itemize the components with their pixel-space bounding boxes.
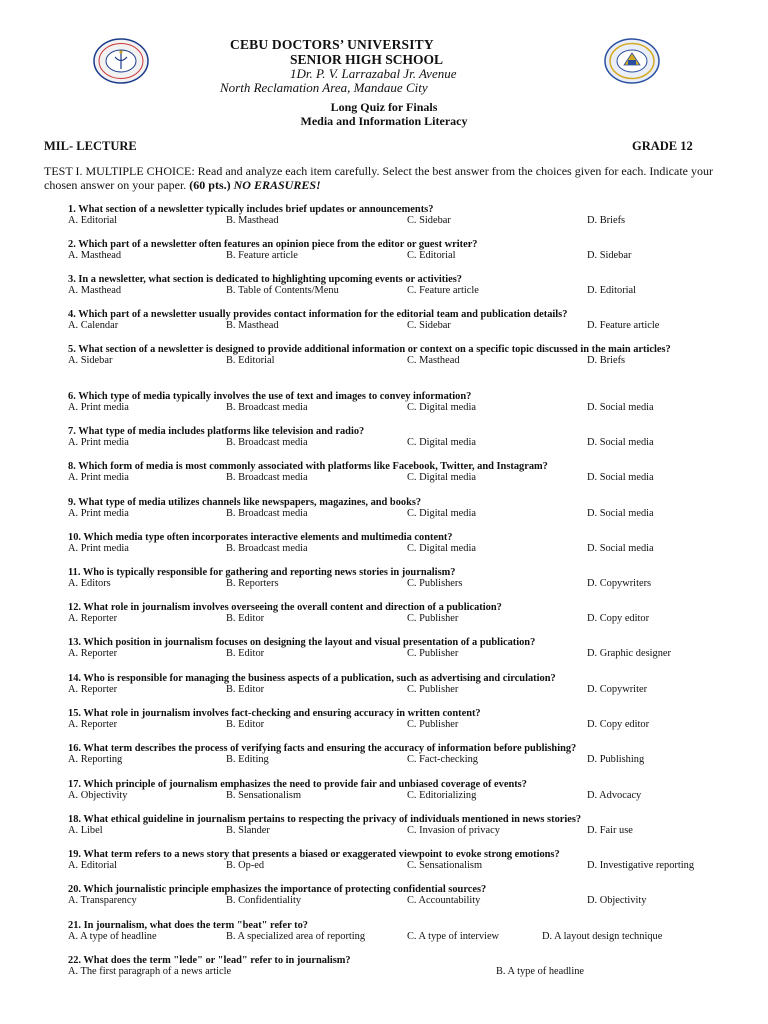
answer-choices xyxy=(68,215,728,227)
instructions-text: TEST I. MULTIPLE CHOICE: Read and analyze each item carefully. Select the best answer from the choices given for each. Indicate your chosen answer on your paper. xyxy=(44,164,713,192)
choice-b: B. Confidentiality xyxy=(226,895,302,906)
answer-choices xyxy=(68,648,728,660)
answer-choices xyxy=(68,472,728,484)
subject-label: MIL- LECTURE xyxy=(44,139,137,153)
question-stem: 11. Who is typically responsible for gathering and reporting news stories in journalism? xyxy=(68,567,456,578)
choice-b: B. Feature article xyxy=(226,250,298,261)
question-stem: 2. Which part of a newsletter often features an opinion piece from the editor or guest writer? xyxy=(68,239,478,250)
choice-a: A. Editorial xyxy=(68,215,118,226)
choice-c: C. Sidebar xyxy=(407,320,451,331)
choice-b: B. Editor xyxy=(226,648,265,659)
question-stem: 9. What type of media utilizes channels like newspapers, magazines, and books? xyxy=(68,497,422,508)
choice-d: D. Graphic designer xyxy=(587,648,671,659)
question-item xyxy=(68,814,728,837)
choice-d: D. A layout design technique xyxy=(542,931,663,942)
choice-b: B. Masthead xyxy=(226,320,279,331)
answer-choices xyxy=(68,895,728,907)
answer-choices xyxy=(68,437,728,449)
address-line-1: 1Dr. P. V. Larrazabal Jr. Avenue xyxy=(290,66,457,81)
choice-b: B. Editor xyxy=(226,684,265,695)
question-item xyxy=(68,461,728,484)
choice-a: A. Sidebar xyxy=(68,355,113,366)
question-item xyxy=(68,920,728,943)
choice-b: B. Table of Contents/Menu xyxy=(226,285,339,296)
choice-a: A. Print media xyxy=(68,402,129,413)
question-stem: 21. In journalism, what does the term "beat" refer to? xyxy=(68,920,309,931)
choice-d: D. Publishing xyxy=(587,754,645,765)
question-item xyxy=(68,309,728,332)
choice-a: A. Editors xyxy=(68,578,111,589)
choice-d: D. Sidebar xyxy=(587,250,632,261)
question-item xyxy=(68,426,728,449)
choice-a: A. Reporter xyxy=(68,648,118,659)
choice-b: B. Slander xyxy=(226,825,270,836)
question-item xyxy=(68,743,728,766)
answer-choices xyxy=(68,508,728,520)
answer-choices xyxy=(68,825,728,837)
choice-b: B. Broadcast media xyxy=(226,472,308,483)
choice-a: A. The first paragraph of a news article xyxy=(68,966,232,977)
choice-b: B. Broadcast media xyxy=(226,508,308,519)
question-item xyxy=(68,849,728,872)
senior-high-school-seal-logo xyxy=(604,38,660,84)
choice-c: C. Sidebar xyxy=(407,215,451,226)
answer-choices xyxy=(68,355,728,367)
question-stem: 8. Which form of media is most commonly associated with platforms like Facebook, Twitter, and Instagram? xyxy=(68,461,548,472)
choice-d: D. Objectivity xyxy=(587,895,647,906)
question-item xyxy=(68,779,728,802)
choice-b: B. Sensationalism xyxy=(226,790,302,801)
choice-d: D. Feature article xyxy=(587,320,660,331)
choice-a: A. Reporter xyxy=(68,719,118,730)
choice-c: C. A type of interview xyxy=(407,931,500,942)
choice-a: A. Editorial xyxy=(68,860,118,871)
choice-a: A. Transparency xyxy=(68,895,137,906)
question-item xyxy=(68,955,728,978)
choice-a: A. Calendar xyxy=(68,320,119,331)
answer-choices xyxy=(68,613,728,625)
points-label: (60 pts.) xyxy=(189,178,231,192)
grade-label: GRADE 12 xyxy=(632,139,693,153)
answer-choices xyxy=(68,931,728,943)
question-item xyxy=(68,673,728,696)
question-item xyxy=(68,567,728,590)
question-stem: 3. In a newsletter, what section is dedicated to highlighting upcoming events or activities? xyxy=(68,274,462,285)
answer-choices xyxy=(68,285,728,297)
answer-choices xyxy=(68,250,728,262)
choice-b: B. Masthead xyxy=(226,215,279,226)
question-item xyxy=(68,204,728,227)
choice-a: A. Print media xyxy=(68,508,129,519)
choice-c: C. Digital media xyxy=(407,472,476,483)
choice-b: B. A specialized area of reporting xyxy=(226,931,366,942)
choice-c: C. Fact-checking xyxy=(407,754,478,765)
question-stem: 5. What section of a newsletter is designed to provide additional information or context on a specific topic discussed in the main articles? xyxy=(68,344,671,355)
choice-d: D. Fair use xyxy=(587,825,633,836)
choice-d: D. Briefs xyxy=(587,215,626,226)
choice-c: C. Publisher xyxy=(407,648,459,659)
question-stem: 7. What type of media includes platforms like television and radio? xyxy=(68,426,365,437)
choice-c: C. Editorializing xyxy=(407,790,477,801)
question-stem: 13. Which position in journalism focuses on designing the layout and visual presentation of a publication? xyxy=(68,637,536,648)
question-stem: 1. What section of a newsletter typically includes brief updates or announcements? xyxy=(68,204,434,215)
choice-c: C. Invasion of privacy xyxy=(407,825,500,836)
choice-a: A. Masthead xyxy=(68,250,122,261)
choice-c: C. Publishers xyxy=(407,578,463,589)
choice-b: B. Editing xyxy=(226,754,269,765)
department-name: SENIOR HIGH SCHOOL xyxy=(290,52,444,67)
choice-d: D. Advocacy xyxy=(587,790,642,801)
answer-choices xyxy=(68,578,728,590)
choice-d: D. Investigative reporting xyxy=(587,860,695,871)
question-item xyxy=(68,391,728,414)
question-stem: 19. What term refers to a news story that presents a biased or exaggerated viewpoint to evoke strong emotions? xyxy=(68,849,560,860)
choice-b: B. Editor xyxy=(226,613,265,624)
choice-c: C. Digital media xyxy=(407,543,476,554)
choice-a: A. Print media xyxy=(68,543,129,554)
choice-d: D. Social media xyxy=(587,543,654,554)
choice-d: D. Editorial xyxy=(587,285,637,296)
choice-b: B. Editor xyxy=(226,719,265,730)
choice-c: C. Publisher xyxy=(407,684,459,695)
choice-d: D. Copy editor xyxy=(587,719,650,730)
choice-b: B. A type of headline xyxy=(496,966,585,977)
test-instructions xyxy=(44,164,724,192)
question-stem: 6. Which type of media typically involves the use of text and images to convey information? xyxy=(68,391,472,402)
choice-a: A. Reporting xyxy=(68,754,123,765)
answer-choices xyxy=(68,402,728,414)
question-item xyxy=(68,708,728,731)
question-item xyxy=(68,344,728,367)
answer-choices xyxy=(68,543,728,555)
choice-c: C. Digital media xyxy=(407,437,476,448)
answer-choices xyxy=(68,860,728,872)
choice-c: C. Accountability xyxy=(407,895,481,906)
university-seal-logo xyxy=(93,38,149,84)
question-stem: 17. Which principle of journalism emphasizes the need to provide fair and unbiased coverage of events? xyxy=(68,779,527,790)
choice-d: D. Social media xyxy=(587,508,654,519)
choice-d: D. Social media xyxy=(587,437,654,448)
question-item xyxy=(68,239,728,262)
choice-a: A. Print media xyxy=(68,472,129,483)
choice-c: C. Digital media xyxy=(407,508,476,519)
answer-choices xyxy=(68,754,728,766)
exam-title-line-1: Long Quiz for Finals xyxy=(330,100,438,114)
choice-b: B. Reporters xyxy=(226,578,279,589)
answer-choices xyxy=(68,966,728,978)
question-stem: 15. What role in journalism involves fact-checking and ensuring accuracy in written content? xyxy=(68,708,481,719)
answer-choices xyxy=(68,320,728,332)
choice-b: B. Editorial xyxy=(226,355,275,366)
choice-c: C. Sensationalism xyxy=(407,860,483,871)
choice-b: B. Op-ed xyxy=(226,860,265,871)
choice-d: D. Social media xyxy=(587,472,654,483)
exam-title-line-2: Media and Information Literacy xyxy=(300,114,468,128)
choice-c: C. Feature article xyxy=(407,285,479,296)
question-item xyxy=(68,274,728,297)
exam-title xyxy=(0,100,768,128)
question-stem: 22. What does the term "lede" or "lead" refer to in journalism? xyxy=(68,955,351,966)
question-stem: 14. Who is responsible for managing the business aspects of a publication, such as advertising and circulation? xyxy=(68,673,556,684)
choice-d: D. Copywriter xyxy=(587,684,648,695)
choice-a: A. Libel xyxy=(68,825,103,836)
choice-c: C. Digital media xyxy=(407,402,476,413)
choice-a: A. Reporter xyxy=(68,613,118,624)
choice-c: C. Publisher xyxy=(407,613,459,624)
choice-d: D. Social media xyxy=(587,402,654,413)
choice-b: B. Broadcast media xyxy=(226,402,308,413)
choice-b: B. Broadcast media xyxy=(226,543,308,554)
choice-a: A. A type of headline xyxy=(68,931,157,942)
choice-c: C. Editorial xyxy=(407,250,456,261)
answer-choices xyxy=(68,719,728,731)
question-item xyxy=(68,637,728,660)
choice-a: A. Print media xyxy=(68,437,129,448)
question-item xyxy=(68,497,728,520)
question-stem: 12. What role in journalism involves overseeing the overall content and direction of a publication? xyxy=(68,602,502,613)
question-stem: 4. Which part of a newsletter usually provides contact information for the editorial team and publication details? xyxy=(68,309,568,320)
question-stem: 16. What term describes the process of verifying facts and ensuring the accuracy of information before publishing? xyxy=(68,743,577,754)
question-item xyxy=(68,532,728,555)
question-stem: 20. Which journalistic principle emphasizes the importance of protecting confidential sources? xyxy=(68,884,487,895)
answer-choices xyxy=(68,790,728,802)
choice-d: D. Briefs xyxy=(587,355,626,366)
school-name: CEBU DOCTORS’ UNIVERSITY xyxy=(230,37,434,52)
question-stem: 18. What ethical guideline in journalism pertains to respecting the privacy of individuals mentioned in news stories? xyxy=(68,814,582,825)
choice-c: C. Publisher xyxy=(407,719,459,730)
no-erasures-warning: NO ERASURES! xyxy=(230,178,321,192)
choice-a: A. Masthead xyxy=(68,285,122,296)
question-item xyxy=(68,884,728,907)
choice-d: D. Copywriters xyxy=(587,578,652,589)
answer-choices xyxy=(68,684,728,696)
choice-d: D. Copy editor xyxy=(587,613,650,624)
choice-b: B. Broadcast media xyxy=(226,437,308,448)
question-stem: 10. Which media type often incorporates interactive elements and multimedia content? xyxy=(68,532,453,543)
choice-c: C. Masthead xyxy=(407,355,460,366)
choice-a: A. Reporter xyxy=(68,684,118,695)
address-line-2: North Reclamation Area, Mandaue City xyxy=(220,80,428,95)
choice-a: A. Objectivity xyxy=(68,790,128,801)
question-item xyxy=(68,602,728,625)
